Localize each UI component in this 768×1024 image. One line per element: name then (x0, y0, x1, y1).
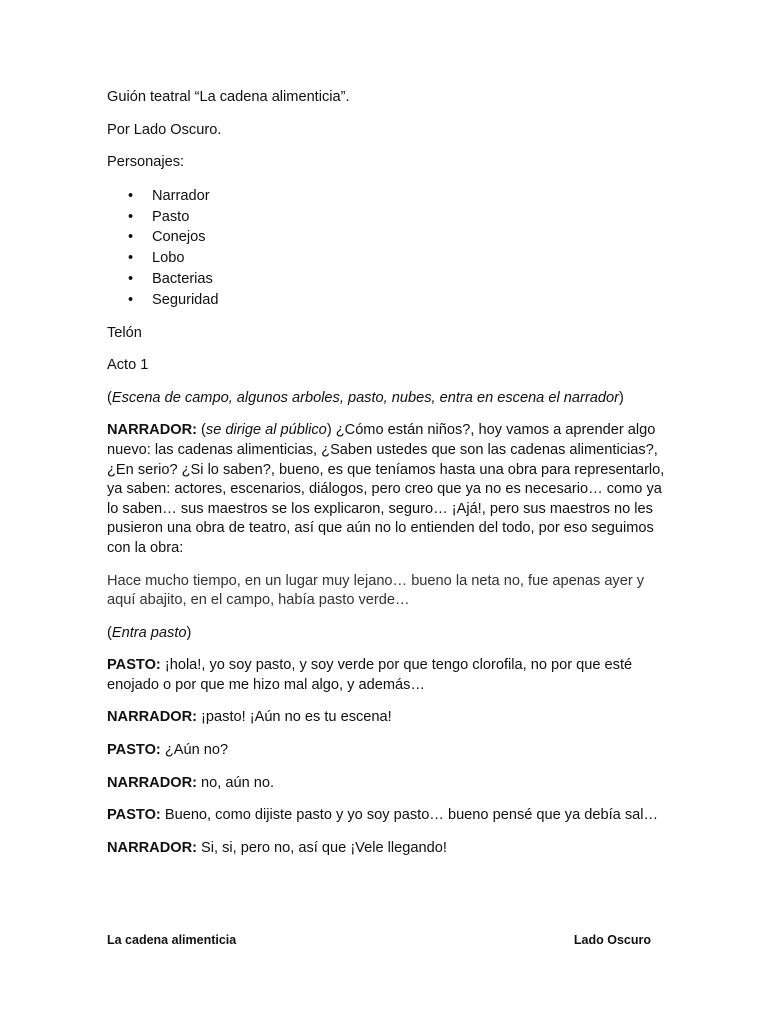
speaker-label: NARRADOR: (107, 422, 197, 439)
document-title: Guión teatral “La cadena alimenticia”. (107, 89, 350, 105)
bullet-icon: • (128, 270, 134, 287)
dialogue-line: NARRADOR: no, aún no. (107, 774, 275, 791)
bullet-icon: • (128, 291, 134, 308)
bullet-icon: • (128, 208, 134, 225)
characters-heading: Personajes: (107, 154, 185, 171)
document-body (107, 88, 667, 871)
speaker-label: PASTO: (107, 742, 161, 759)
footer-title: La cadena alimenticia (107, 933, 237, 947)
speaker-label: NARRADOR: (107, 774, 197, 791)
characters-list (107, 186, 667, 311)
dialogue-line: PASTO: ¿Aún no? (107, 742, 229, 759)
list-item: • Bacterias (107, 269, 667, 290)
narrator-intro: NARRADOR: (se dirige al público) ¿Cómo están niños?, hoy vamos a aprender algo nuevo: las cadenas alimenticias, ¿Saben ustedes que son las cadenas alimenticias?, ¿En serio? ¿Si lo saben?, bueno, es que teníamos hasta una obra para representarlo, ya saben: actores, escenarios, diálogos, pero creo que ya no es necesario… como ya lo saben… sus maestros se los explicaron, seguro… ¡Ajá!, pero sus maestros no les pusieron una obra de teatro, así que aún no lo entienden del todo, por eso seguimos con la obra: (107, 422, 665, 556)
narration-paragraph: Hace mucho tiempo, en un lugar muy lejano… bueno la neta no, fue apenas ayer y aquí abajito, en el campo, había pasto verde… (107, 572, 645, 609)
bullet-icon: • (128, 187, 134, 204)
dialogue-line: PASTO: ¡hola!, yo soy pasto, y soy verde por que tengo clorofila, no por que esté enojado o por que me hizo mal algo, y además… (107, 657, 633, 693)
footer-author: Lado Oscuro (573, 933, 651, 947)
dialogue-line: NARRADOR: Si, si, pero no, así que ¡Vele llegando! (107, 839, 447, 856)
stage-direction: (Entra pasto) (107, 624, 192, 641)
list-item: • Pasto (107, 207, 667, 228)
author-line: Por Lado Oscuro. (107, 121, 222, 138)
bullet-icon: • (128, 229, 134, 246)
page-footer (107, 933, 651, 947)
list-item: • Narrador (107, 186, 667, 207)
list-item: • Seguridad (107, 290, 667, 311)
speaker-label: PASTO: (107, 807, 161, 824)
stage-aside: se dirige al público (205, 422, 327, 439)
bullet-icon: • (128, 250, 134, 267)
speaker-label: NARRADOR: (107, 709, 197, 726)
speaker-label: PASTO: (107, 657, 161, 674)
dialogue-line: NARRADOR: ¡pasto! ¡Aún no es tu escena! (107, 709, 392, 726)
list-item: • Lobo (107, 248, 667, 269)
dialogue-line: PASTO: Bueno, como dijiste pasto y yo soy pasto… bueno pensé que ya debía sal… (107, 807, 659, 824)
curtain-line: Telón (107, 324, 142, 341)
scene-direction: (Escena de campo, algunos arboles, pasto, nubes, entra en escena el narrador) (107, 389, 624, 406)
speaker-label: NARRADOR: (107, 839, 197, 856)
act-heading: Acto 1 (107, 357, 149, 374)
list-item: • Conejos (107, 227, 667, 248)
